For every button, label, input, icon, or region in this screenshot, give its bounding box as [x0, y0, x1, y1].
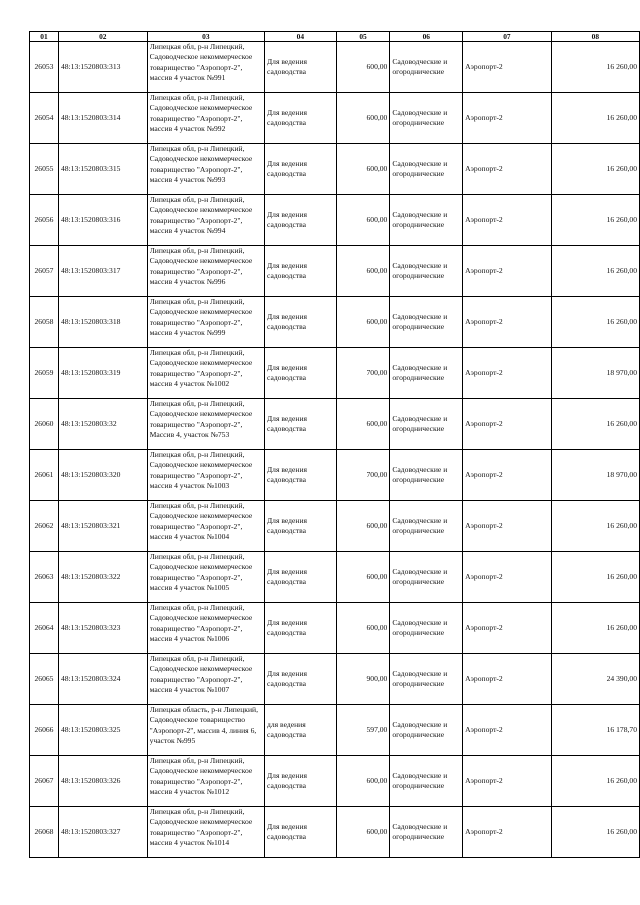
row-number-cell: 26054 [30, 93, 59, 144]
cadastral-cost-cell: 16 260,00 [551, 195, 639, 246]
cadastral-cost-cell: 24 390,00 [551, 654, 639, 705]
area-cell: 597,00 [336, 705, 390, 756]
table-row [30, 144, 640, 195]
area-cell: 600,00 [336, 195, 390, 246]
row-number-cell: 26063 [30, 552, 59, 603]
association-name-cell: Аэропорт-2 [463, 144, 551, 195]
header-row [30, 32, 640, 42]
row-number-cell: 26061 [30, 450, 59, 501]
cadastral-number-cell: 48:13:1520803:32 [58, 399, 147, 450]
table-row [30, 42, 640, 93]
cadastral-number-cell: 48:13:1520803:315 [58, 144, 147, 195]
association-name-cell: Аэропорт-2 [463, 399, 551, 450]
cadastral-number-cell: 48:13:1520803:321 [58, 501, 147, 552]
address-text: Липецкая обл, р-н Липецкий, Садоводческое некоммерческое товарищество "Аэропорт-2", массив 4 участок №1005 [149, 552, 253, 593]
cadastral-number-cell: 48:13:1520803:317 [58, 246, 147, 297]
permitted-use-cell: Для ведения садоводства [264, 552, 336, 603]
address-cell [147, 501, 264, 552]
address-text: Липецкая обл, р-н Липецкий, Садоводческое некоммерческое товарищество "Аэропорт-2", массив 4 участок №994 [149, 195, 253, 236]
table-row [30, 501, 640, 552]
cadastral-number-cell: 48:13:1520803:324 [58, 654, 147, 705]
address-text: Липецкая обл, р-н Липецкий, Садоводческое некоммерческое товарищество "Аэропорт-2", массив 4 участок №1007 [149, 654, 253, 695]
land-plots-table [29, 31, 640, 858]
column-header-07: 07 [463, 32, 551, 42]
permitted-use-cell: Для ведения садоводства [264, 348, 336, 399]
land-category-cell: Садоводческие и огороднические [390, 756, 463, 807]
land-category-cell: Садоводческие и огороднические [390, 42, 463, 93]
area-cell: 700,00 [336, 348, 390, 399]
table-row [30, 603, 640, 654]
table-row [30, 654, 640, 705]
area-cell: 600,00 [336, 399, 390, 450]
cadastral-cost-cell: 16 260,00 [551, 399, 639, 450]
cadastral-number-cell: 48:13:1520803:318 [58, 297, 147, 348]
permitted-use-cell: Для ведения садоводства [264, 93, 336, 144]
association-name-cell: Аэропорт-2 [463, 42, 551, 93]
permitted-use-cell: Для ведения садоводства [264, 195, 336, 246]
table-row [30, 807, 640, 858]
table-row [30, 93, 640, 144]
address-cell [147, 807, 264, 858]
row-number-cell: 26062 [30, 501, 59, 552]
area-cell: 600,00 [336, 807, 390, 858]
address-text: Липецкая обл, р-н Липецкий, Садоводческое некоммерческое товарищество "Аэропорт-2", массив 4 участок №992 [149, 93, 253, 134]
row-number-cell: 26055 [30, 144, 59, 195]
cadastral-cost-cell: 16 260,00 [551, 756, 639, 807]
permitted-use-cell: Для ведения садоводства [264, 501, 336, 552]
address-cell [147, 756, 264, 807]
table-row [30, 450, 640, 501]
area-cell: 600,00 [336, 297, 390, 348]
column-header-05: 05 [336, 32, 390, 42]
cadastral-number-cell: 48:13:1520803:325 [58, 705, 147, 756]
cadastral-number-cell: 48:13:1520803:316 [58, 195, 147, 246]
land-category-cell: Садоводческие и огороднические [390, 654, 463, 705]
cadastral-number-cell: 48:13:1520803:322 [58, 552, 147, 603]
association-name-cell: Аэропорт-2 [463, 705, 551, 756]
permitted-use-cell: Для ведения садоводства [264, 399, 336, 450]
row-number-cell: 26058 [30, 297, 59, 348]
table-row [30, 705, 640, 756]
area-cell: 600,00 [336, 552, 390, 603]
row-number-cell: 26056 [30, 195, 59, 246]
table-row [30, 552, 640, 603]
association-name-cell: Аэропорт-2 [463, 246, 551, 297]
row-number-cell: 26060 [30, 399, 59, 450]
land-category-cell: Садоводческие и огороднические [390, 705, 463, 756]
row-number-cell: 26066 [30, 705, 59, 756]
cadastral-cost-cell: 18 970,00 [551, 348, 639, 399]
cadastral-number-cell: 48:13:1520803:319 [58, 348, 147, 399]
area-cell: 600,00 [336, 93, 390, 144]
land-category-cell: Садоводческие и огороднические [390, 603, 463, 654]
column-header-02: 02 [58, 32, 147, 42]
table-row [30, 246, 640, 297]
land-category-cell: Садоводческие и огороднические [390, 552, 463, 603]
address-text: Липецкая обл, р-н Липецкий, Садоводческое некоммерческое товарищество "Аэропорт-2", массив 4 участок №999 [149, 297, 253, 338]
address-text: Липецкая обл, р-н Липецкий, Садоводческое некоммерческое товарищество "Аэропорт-2", массив 4 участок №1006 [149, 603, 253, 644]
permitted-use-cell: для ведения садоводства [264, 705, 336, 756]
cadastral-cost-cell: 16 178,70 [551, 705, 639, 756]
address-text: Липецкая обл, р-н Липецкий, Садоводческое некоммерческое товарищество "Аэропорт-2", массив 4 участок №1003 [149, 450, 253, 491]
address-cell [147, 297, 264, 348]
area-cell: 600,00 [336, 246, 390, 297]
permitted-use-cell: Для ведения садоводства [264, 297, 336, 348]
area-cell: 900,00 [336, 654, 390, 705]
cadastral-cost-cell: 16 260,00 [551, 93, 639, 144]
address-text: Липецкая обл, р-н Липецкий, Садоводческое некоммерческое товарищество "Аэропорт-2", массив 4 участок №991 [149, 42, 253, 83]
row-number-cell: 26057 [30, 246, 59, 297]
column-header-06: 06 [390, 32, 463, 42]
table-body [30, 42, 640, 858]
column-header-01: 01 [30, 32, 59, 42]
cadastral-cost-cell: 18 970,00 [551, 450, 639, 501]
land-category-cell: Садоводческие и огороднические [390, 399, 463, 450]
association-name-cell: Аэропорт-2 [463, 195, 551, 246]
address-text: Липецкая обл, р-н Липецкий, Садоводческое некоммерческое товарищество "Аэропорт-2", массив 4 участок №1012 [149, 756, 253, 797]
address-text: Липецкая обл, р-н Липецкий, Садоводческое некоммерческое товарищество "Аэропорт-2", Массив 4, участок №753 [149, 399, 253, 440]
area-cell: 600,00 [336, 42, 390, 93]
row-number-cell: 26065 [30, 654, 59, 705]
address-cell [147, 144, 264, 195]
row-number-cell: 26053 [30, 42, 59, 93]
permitted-use-cell: Для ведения садоводства [264, 756, 336, 807]
address-text: Липецкая обл, р-н Липецкий, Садоводческое некоммерческое товарищество "Аэропорт-2", массив 4 участок №996 [149, 246, 253, 287]
association-name-cell: Аэропорт-2 [463, 552, 551, 603]
column-header-04: 04 [264, 32, 336, 42]
table-row [30, 756, 640, 807]
permitted-use-cell: Для ведения садоводства [264, 42, 336, 93]
address-text: Липецкая обл, р-н Липецкий, Садоводческое некоммерческое товарищество "Аэропорт-2", массив 4 участок №993 [149, 144, 253, 185]
cadastral-cost-cell: 16 260,00 [551, 42, 639, 93]
row-number-cell: 26067 [30, 756, 59, 807]
column-header-08: 08 [551, 32, 639, 42]
address-cell [147, 654, 264, 705]
association-name-cell: Аэропорт-2 [463, 756, 551, 807]
land-category-cell: Садоводческие и огороднические [390, 450, 463, 501]
area-cell: 600,00 [336, 501, 390, 552]
cadastral-cost-cell: 16 260,00 [551, 246, 639, 297]
cadastral-cost-cell: 16 260,00 [551, 297, 639, 348]
association-name-cell: Аэропорт-2 [463, 807, 551, 858]
association-name-cell: Аэропорт-2 [463, 297, 551, 348]
permitted-use-cell: Для ведения садоводства [264, 450, 336, 501]
cadastral-number-cell: 48:13:1520803:320 [58, 450, 147, 501]
cadastral-number-cell: 48:13:1520803:314 [58, 93, 147, 144]
association-name-cell: Аэропорт-2 [463, 654, 551, 705]
address-cell [147, 399, 264, 450]
table-header [30, 32, 640, 42]
cadastral-number-cell: 48:13:1520803:326 [58, 756, 147, 807]
address-cell [147, 552, 264, 603]
address-cell [147, 450, 264, 501]
association-name-cell: Аэропорт-2 [463, 603, 551, 654]
land-category-cell: Садоводческие и огороднические [390, 93, 463, 144]
cadastral-cost-cell: 16 260,00 [551, 603, 639, 654]
address-text: Липецкая обл, р-н Липецкий, Садоводческое некоммерческое товарищество "Аэропорт-2", массив 4 участок №1014 [149, 807, 253, 848]
column-header-03: 03 [147, 32, 264, 42]
cadastral-cost-cell: 16 260,00 [551, 807, 639, 858]
association-name-cell: Аэропорт-2 [463, 501, 551, 552]
row-number-cell: 26064 [30, 603, 59, 654]
table-row [30, 195, 640, 246]
cadastral-number-cell: 48:13:1520803:323 [58, 603, 147, 654]
table-row [30, 348, 640, 399]
cadastral-number-cell: 48:13:1520803:313 [58, 42, 147, 93]
permitted-use-cell: Для ведения садоводства [264, 807, 336, 858]
cadastral-cost-cell: 16 260,00 [551, 501, 639, 552]
row-number-cell: 26059 [30, 348, 59, 399]
association-name-cell: Аэропорт-2 [463, 450, 551, 501]
permitted-use-cell: Для ведения садоводства [264, 246, 336, 297]
land-category-cell: Садоводческие и огороднические [390, 501, 463, 552]
association-name-cell: Аэропорт-2 [463, 348, 551, 399]
address-cell [147, 348, 264, 399]
area-cell: 600,00 [336, 144, 390, 195]
address-cell [147, 246, 264, 297]
row-number-cell: 26068 [30, 807, 59, 858]
table-row [30, 399, 640, 450]
address-cell [147, 42, 264, 93]
land-category-cell: Садоводческие и огороднические [390, 348, 463, 399]
address-text: Липецкая область, р-н Липецкий, Садоводческое товарищество "Аэропорт-2", массив 4, линия 6, участок №995 [149, 705, 259, 746]
permitted-use-cell: Для ведения садоводства [264, 654, 336, 705]
address-cell [147, 705, 264, 756]
address-cell [147, 195, 264, 246]
cadastral-cost-cell: 16 260,00 [551, 144, 639, 195]
cadastral-cost-cell: 16 260,00 [551, 552, 639, 603]
address-text: Липецкая обл, р-н Липецкий, Садоводческое некоммерческое товарищество "Аэропорт-2", массив 4 участок №1004 [149, 501, 253, 542]
table-row [30, 297, 640, 348]
cadastral-number-cell: 48:13:1520803:327 [58, 807, 147, 858]
address-text: Липецкая обл, р-н Липецкий, Садоводческое некоммерческое товарищество "Аэропорт-2", массив 4 участок №1002 [149, 348, 253, 389]
land-category-cell: Садоводческие и огороднические [390, 195, 463, 246]
land-category-cell: Садоводческие и огороднические [390, 144, 463, 195]
area-cell: 600,00 [336, 603, 390, 654]
area-cell: 600,00 [336, 756, 390, 807]
address-cell [147, 603, 264, 654]
land-category-cell: Садоводческие и огороднические [390, 297, 463, 348]
permitted-use-cell: Для ведения садоводства [264, 144, 336, 195]
land-category-cell: Садоводческие и огороднические [390, 807, 463, 858]
land-category-cell: Садоводческие и огороднические [390, 246, 463, 297]
association-name-cell: Аэропорт-2 [463, 93, 551, 144]
permitted-use-cell: Для ведения садоводства [264, 603, 336, 654]
address-cell [147, 93, 264, 144]
area-cell: 700,00 [336, 450, 390, 501]
